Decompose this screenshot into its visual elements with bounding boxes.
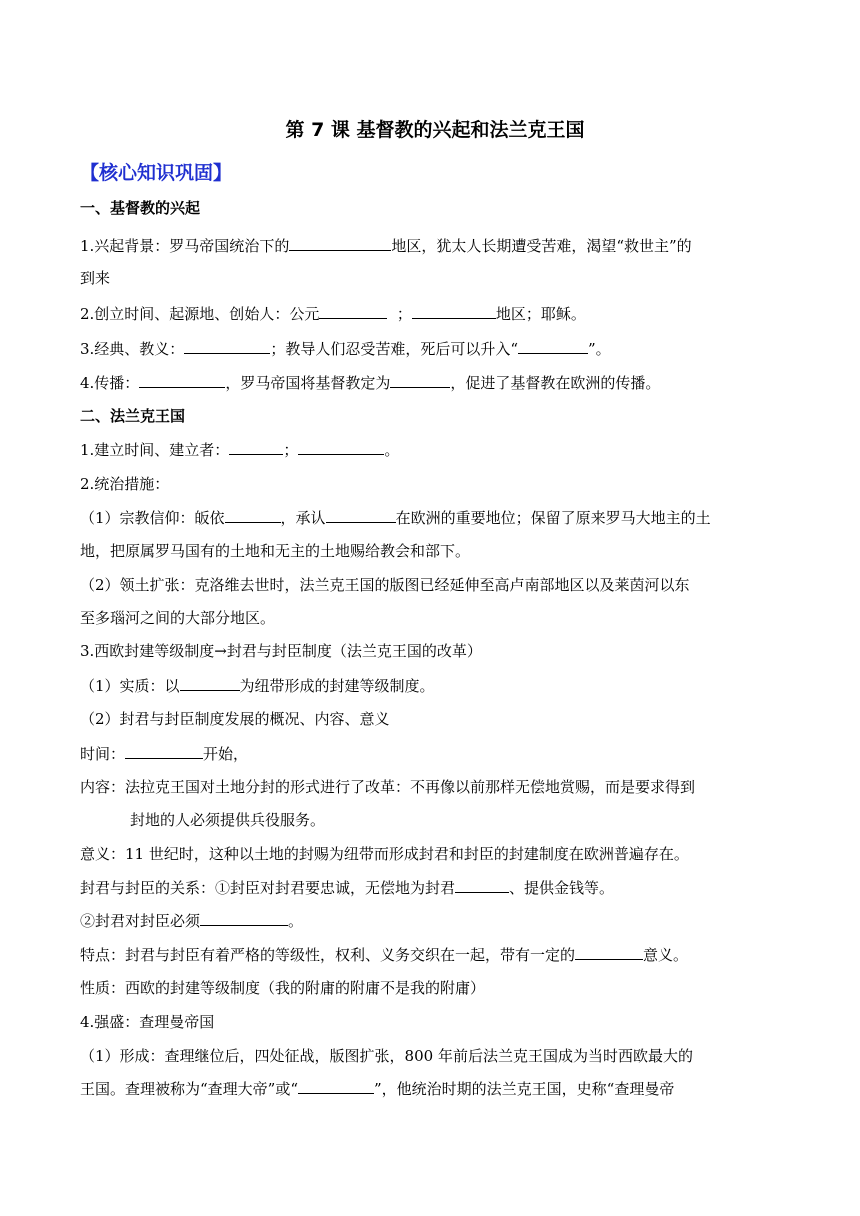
fill-blank[interactable] — [298, 437, 384, 455]
fill-blank[interactable] — [455, 875, 509, 893]
fill-blank[interactable] — [390, 370, 450, 388]
text-line: （1）形成：查理继位后，四处征战，版图扩张，800 年前后法兰克王国成为当时西欧最大的 — [80, 1047, 693, 1065]
text-line: 至多瑙河之间的大部分地区。 — [80, 609, 276, 627]
text-line: 时间： 开始， — [80, 740, 790, 768]
text-line: 2.统治措施： — [80, 475, 170, 493]
text-line: 4.强盛：查理曼帝国 — [80, 1013, 215, 1031]
section-heading: 二、法兰克王国 — [80, 407, 186, 425]
text-line: ②封君对封臣必须 。 — [80, 907, 790, 935]
text-line: 到来 — [80, 269, 111, 287]
text-line: 2.创立时间、起源地、创始人：公元 ； 地区；耶稣。 — [80, 300, 790, 328]
lesson-title: 第 7 课 基督教的兴起和法兰克王国 — [285, 119, 585, 141]
text-line: （2）领土扩张：克洛维去世时，法兰克王国的版图已经延伸至高卢南部地区以及莱茵河以东 — [80, 576, 690, 594]
text-line: 意义：11 世纪时，这种以土地的封赐为纽带而形成封君和封臣的封建制度在欧洲普遍存在。 — [80, 845, 689, 863]
text-line: 性质：西欧的封建等级制度（我的附庸的附庸不是我的附庸） — [80, 979, 486, 997]
fill-blank[interactable] — [225, 505, 281, 523]
text-line: 4.传播： ，罗马帝国将基督教定为 ，促进了基督教在欧洲的传播。 — [80, 369, 790, 397]
fill-blank[interactable] — [229, 437, 283, 455]
fill-blank[interactable] — [184, 336, 270, 354]
text-line: 特点：封君与封臣有着严格的等级性，权利、义务交织在一起，带有一定的 意义。 — [80, 941, 790, 969]
text-line: 封地的人必须提供兵役服务。 — [130, 811, 326, 829]
fill-blank[interactable] — [200, 908, 288, 926]
fill-blank[interactable] — [125, 741, 203, 759]
text-line: 3.经典、教义： ；教导人们忍受苦难，死后可以升入“ ”。 — [80, 335, 790, 363]
text-line: （1）宗教信仰：皈依 ，承认 在欧洲的重要地位；保留了原来罗马大地主的土 — [80, 504, 790, 532]
fill-blank[interactable] — [412, 301, 496, 319]
section-banner: 【核心知识巩固】 — [80, 162, 233, 184]
text-line: （1）实质：以 为纽带形成的封建等级制度。 — [80, 672, 790, 700]
text-line: 1.兴起背景：罗马帝国统治下的 地区，犹太人长期遭受苦难，渴望“救世主”的 — [80, 232, 790, 260]
fill-blank[interactable] — [289, 233, 391, 251]
fill-blank[interactable] — [326, 505, 396, 523]
text-line: 封君与封臣的关系：①封臣对封君要忠诚，无偿地为封君 、提供金钱等。 — [80, 874, 790, 902]
text-line: 内容：法拉克王国对土地分封的形式进行了改革：不再像以前那样无偿地赏赐，而是要求得到 — [80, 778, 696, 796]
text-line: 地，把原属罗马国有的土地和无主的土地赐给教会和部下。 — [80, 542, 471, 560]
fill-blank[interactable] — [298, 1076, 374, 1094]
fill-blank[interactable] — [575, 942, 643, 960]
text-line: 3.西欧封建等级制度→封君与封臣制度（法兰克王国的改革） — [80, 642, 482, 660]
text-line: 1.建立时间、建立者： ； 。 — [80, 436, 790, 464]
fill-blank[interactable] — [139, 370, 225, 388]
fill-blank[interactable] — [518, 336, 588, 354]
text-line: 王国。查理被称为“查理大帝”或“ ”，他统治时期的法兰克王国，史称“查理曼帝 — [80, 1075, 790, 1103]
fill-blank[interactable] — [319, 301, 387, 319]
fill-blank[interactable] — [180, 673, 240, 691]
text-line: （2）封君与封臣制度发展的概况、内容、意义 — [80, 710, 390, 728]
section-heading: 一、基督教的兴起 — [80, 199, 201, 217]
